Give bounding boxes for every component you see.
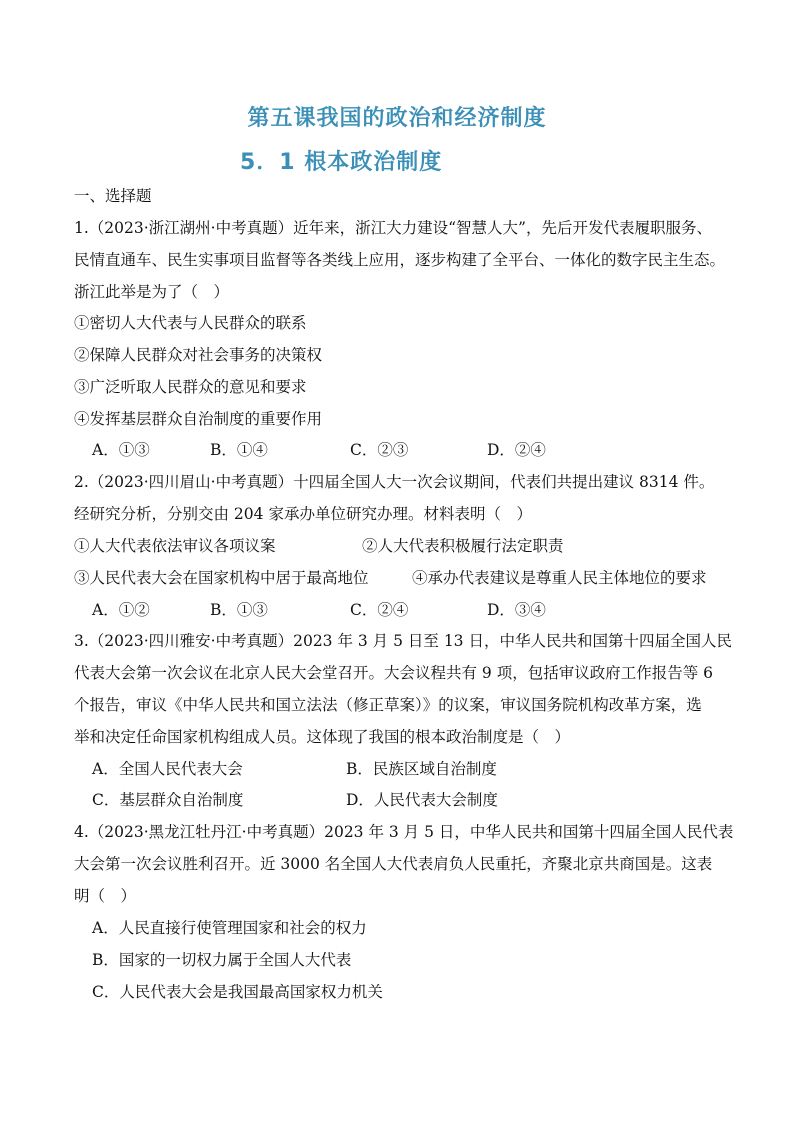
q2-stem-line: 2.（2023·四川眉山·中考真题）十四届全国人大一次会议期间，代表们共提出建议 8314 件。 [74,473,715,491]
section-title: 5．1 根本政治制度 [240,150,443,175]
q2-statement: ②人大代表积极履行法定职责 [362,537,564,555]
q1-stem-line: 浙江此举是为了（ ） [74,283,230,301]
q1-statement: ③广泛听取人民群众的意见和要求 [74,378,307,396]
lesson-title: 第五课我国的政治和经济制度 [247,106,547,131]
q2-option-c: C．②④ [350,601,409,619]
q3-stem-line: 举和决定任命国家机构组成人员。这体现了我国的根本政治制度是（ ） [74,728,571,746]
q1-option-c: C．②③ [350,441,409,459]
q3-option-a: A．全国人民代表大会 [92,760,243,778]
q1-stem-line: 民情直通车、民生实事项目监督等各类线上应用，逐步构建了全平台、一体化的数字民主生态。 [74,251,726,269]
q3-stem-line: 个报告，审议《中华人民共和国立法法（修正草案）》的议案，审议国务院机构改革方案，选 [74,696,702,714]
q1-option-a: A．①③ [92,441,150,459]
q4-stem-line: 明（ ） [74,887,137,905]
q1-option-d: D．②④ [487,441,546,459]
q4-stem-line: 大会第一次会议胜利召开。近 3000 名全国人大代表肩负人民重托，齐聚北京共商国是。这表 [74,855,713,873]
q3-stem-line: 代表大会第一次会议在北京人民大会堂召开。大会议程共有 9 项，包括审议政府工作报告等 6 [74,664,714,682]
q1-stem-line: 1.（2023·浙江湖州·中考真题）近年来，浙江大力建设“智慧人大”，先后开发代表履职服务、 [74,219,712,237]
q3-option-b: B．民族区域自治制度 [346,760,497,778]
q4-option-c: C．人民代表大会是我国最高国家权力机关 [92,983,383,1001]
q2-option-d: D．③④ [487,601,546,619]
q4-option-b: B．国家的一切权力属于全国人大代表 [92,951,352,969]
q4-option-a: A．人民直接行使管理国家和社会的权力 [92,919,367,937]
q1-statement: ②保障人民群众对社会事务的决策权 [74,346,323,364]
q3-option-c: C．基层群众自治制度 [92,791,244,809]
q1-statement: ④发挥基层群众自治制度的重要作用 [74,410,323,428]
q1-option-b: B．①④ [210,441,268,459]
q2-statement: ③人民代表大会在国家机构中居于最高地位 [74,569,369,587]
q2-option-b: B．①③ [210,601,268,619]
q2-statement: ④承办代表建议是尊重人民主体地位的要求 [412,569,707,587]
q2-stem-line: 经研究分析，分别交由 204 家承办单位研究办理。材料表明（ ） [74,505,532,523]
q2-statement: ①人大代表依法审议各项议案 [74,537,276,555]
q3-stem-line: 3.（2023·四川雅安·中考真题）2023 年 3 月 5 日至 13 日，中华人民共和国第十四届全国人民 [74,632,732,650]
q2-option-a: A．①② [92,601,150,619]
q1-statement: ①密切人大代表与人民群众的联系 [74,314,307,332]
question-type-heading: 一、选择题 [74,187,152,205]
q4-stem-line: 4.（2023·黑龙江牡丹江·中考真题）2023 年 3 月 5 日，中华人民共和国第十四届全国人民代表 [74,823,734,841]
q3-option-d: D．人民代表大会制度 [346,791,498,809]
